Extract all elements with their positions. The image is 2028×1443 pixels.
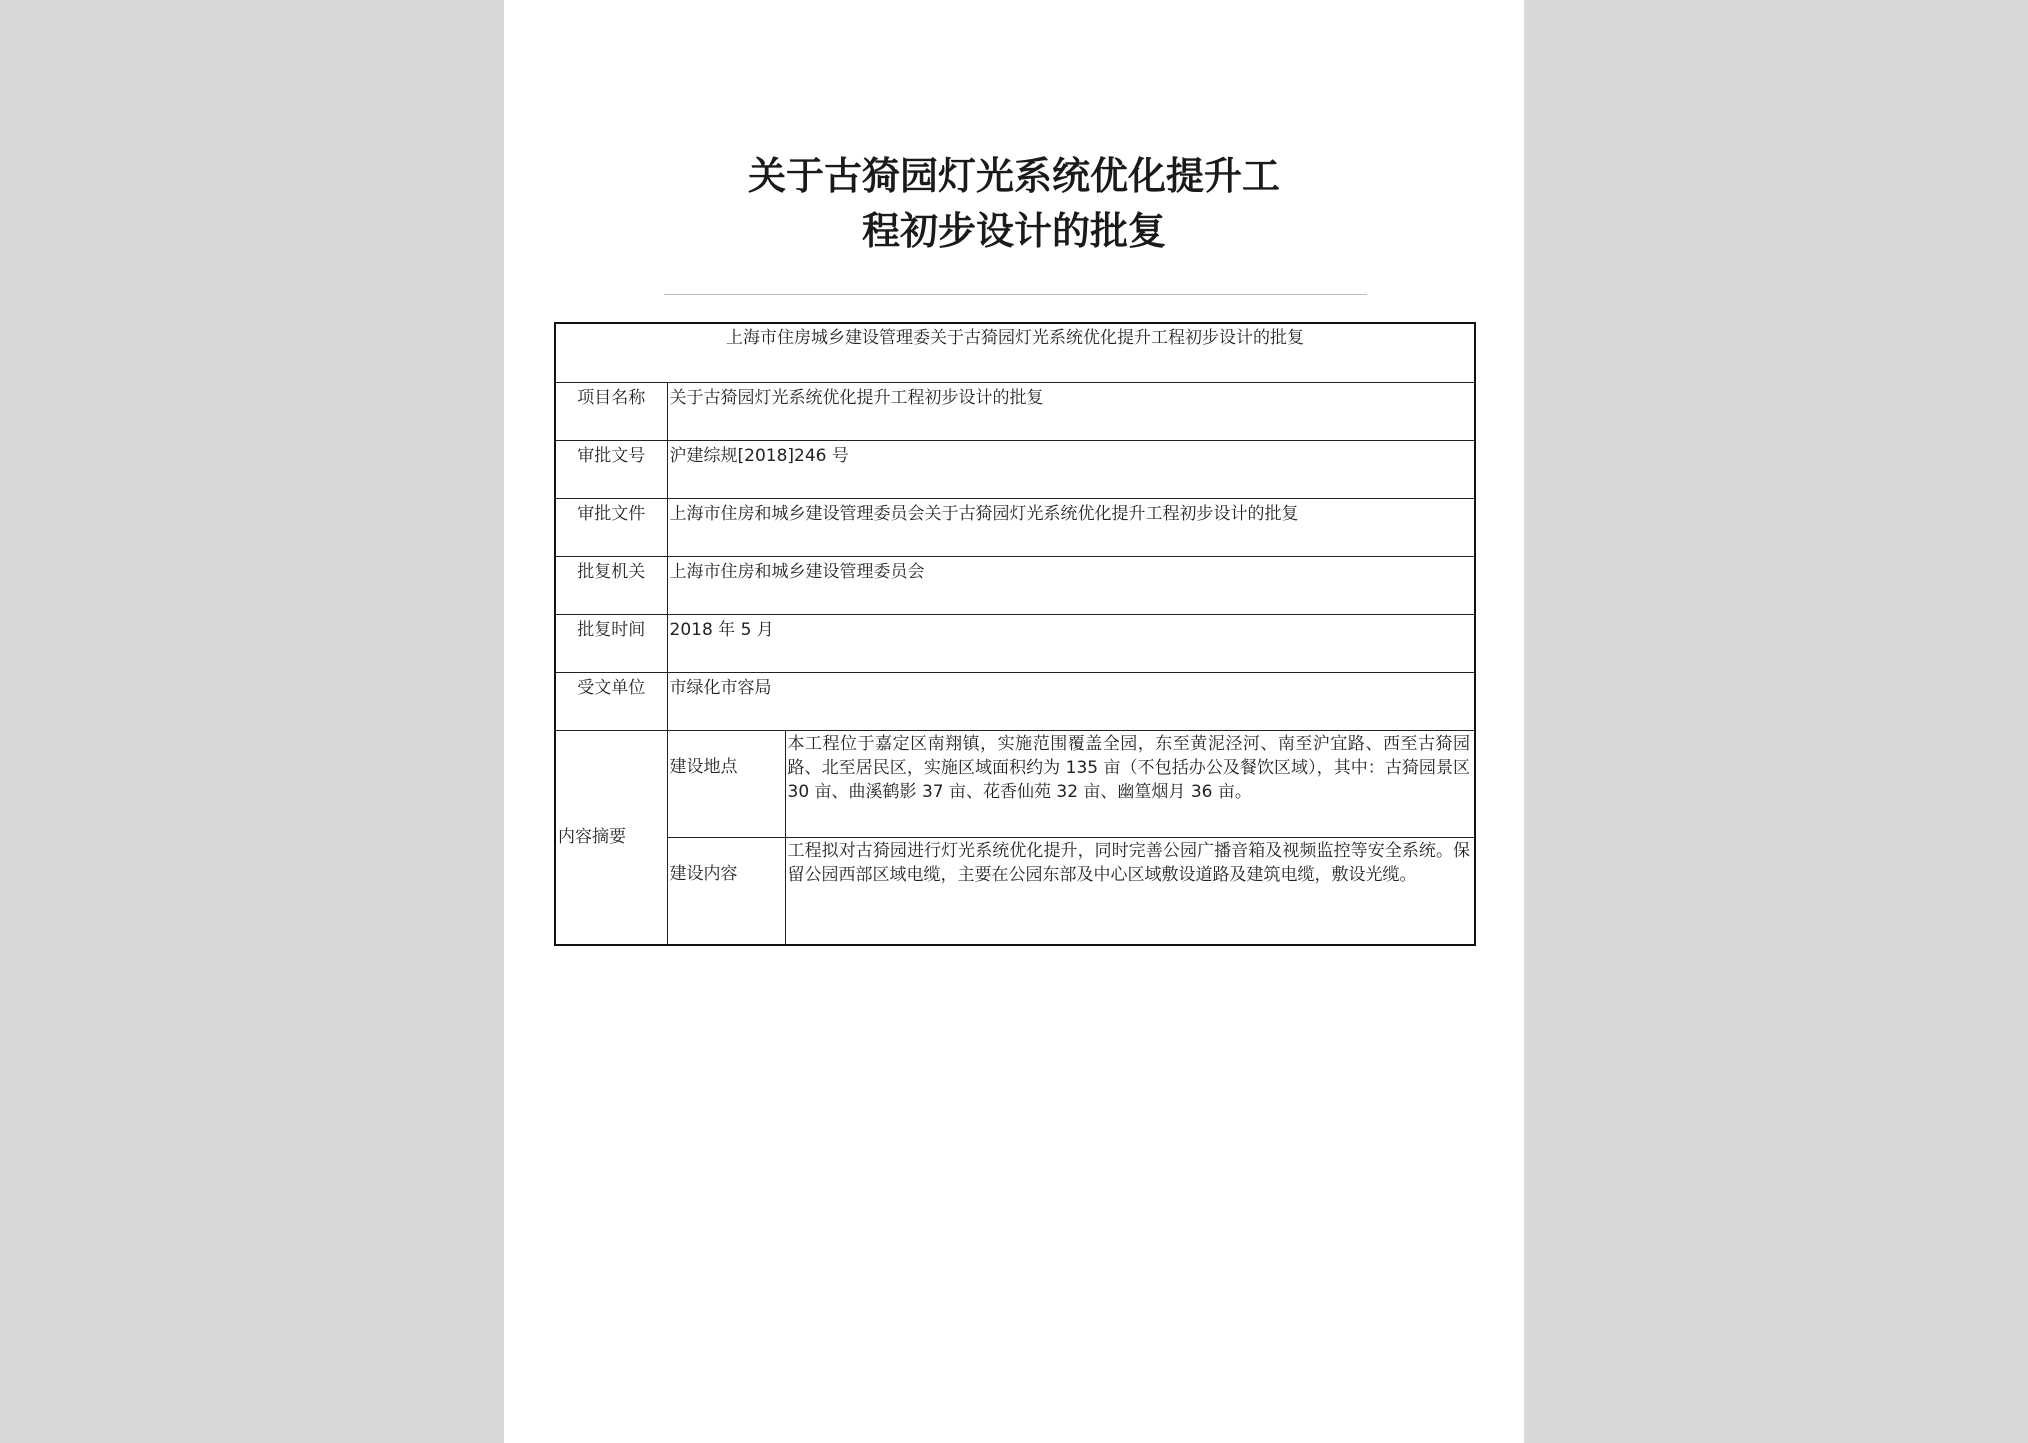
row-label: 批复机关 [555,557,667,615]
row-value: 2018 年 5 月 [667,615,1475,673]
table-row [555,557,1475,615]
title-line-1: 关于古猗园灯光系统优化提升工 [747,153,1280,198]
approval-table [554,322,1476,946]
title-line-2: 程初步设计的批复 [861,208,1166,253]
row-value: 上海市住房和城乡建设管理委员会关于古猗园灯光系统优化提升工程初步设计的批复 [667,499,1475,557]
row-label: 审批文件 [555,499,667,557]
table-row [555,731,1475,838]
row-label: 受文单位 [555,673,667,731]
table-row [555,441,1475,499]
summary-item-value: 工程拟对古猗园进行灯光系统优化提升，同时完善公园广播音箱及视频监控等安全系统。保留公园西部区域电缆，主要在公园东部及中心区域敷设道路及建筑电缆，敷设光缆。 [785,838,1475,945]
row-value: 市绿化市容局 [667,673,1475,731]
row-label: 审批文号 [555,441,667,499]
row-value: 关于古猗园灯光系统优化提升工程初步设计的批复 [667,383,1475,441]
table-row [555,838,1475,945]
table-row [555,499,1475,557]
summary-item-value: 本工程位于嘉定区南翔镇，实施范围覆盖全园，东至黄泥泾河、南至沪宜路、西至古猗园路、北至居民区，实施区域面积约为 135 亩（不包括办公及餐饮区域），其中：古猗园景区 30 亩、曲溪鹤影 37 亩、花香仙苑 32 亩、幽篁烟月 36 亩。 [785,731,1475,838]
row-label: 批复时间 [555,615,667,673]
table-row [555,615,1475,673]
table-row [555,383,1475,441]
table-header: 上海市住房城乡建设管理委关于古猗园灯光系统优化提升工程初步设计的批复 [555,323,1475,383]
row-value: 上海市住房和城乡建设管理委员会 [667,557,1475,615]
table-row [555,673,1475,731]
row-label: 项目名称 [555,383,667,441]
summary-item-label: 建设地点 [667,731,785,838]
document-page [504,0,1524,1443]
summary-label: 内容摘要 [555,731,667,945]
title-divider [664,294,1367,295]
document-title [504,148,1524,258]
summary-item-label: 建设内容 [667,838,785,945]
row-value: 沪建综规[2018]246 号 [667,441,1475,499]
